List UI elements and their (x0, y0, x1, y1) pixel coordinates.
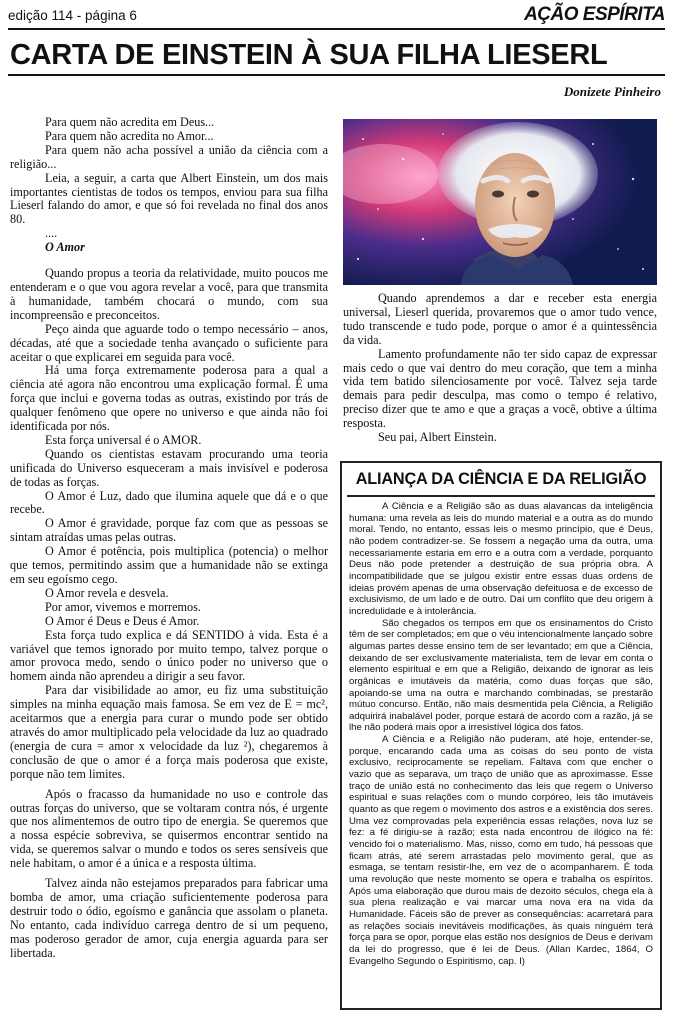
sidebar-body (349, 501, 653, 967)
letter-paragraph: Lamento profundamente não ter sido capaz de expressar mais cedo o que vai dentro do meu coração, que tem a minha vida tem batido silenciosamente por você. Talvez seja tarde demais para pedir desculpa, mas como o tempo é relativo, preciso dizer que te amo e que a graças a você, obtive a última resposta. (343, 346, 657, 431)
sidebar-paragraph: A Ciência e a Religião não puderam, até hoje, entender-se, porque, encarando cada uma as coisas do seu ponto de vista exclusivo, reciprocamente se repeliam. Faltava com que encher o vazio que as separava, um traço de união que as aproximasse. Esse traço de união está no conhecimento das leis que regem o Universo espiritual e suas relações com o mundo corpóreo, leis tão imutáveis quanto as que regem o movimento dos astros e a existência dos seres. Uma vez comprovadas pela experiência essas relações, nova luz se fez: a fé dirigiu-se à razão; esta nada encontrou de ilógico na fé: vencido foi o materialismo. Mas, nisso, como em tudo, há pessoas que ficam atrás, até serem arrastadas pelo movimento geral, que as esmaga, se tentam resistir-lhe, em vez de o acompanharem. É toda uma revolução que neste momento se opera e trabalha os espíritos. Após uma elaboração que durou mais de dezoito séculos, chega ela à sua plena realização e vai marcar uma nova era na vida da Humanidade. Fáceis são de prever as consequências: acarretará para as relações sociais inevitáveis modificações, às quais ninguém terá força para se opor, porque elas estão nos desígnios de Deus e derivam da lei do progresso, que é lei de Deus. (Allan Kardec, 1864, O Evangelho Segundo o Espiritismo, cap. I) (349, 734, 653, 967)
letter-paragraph: Quando propus a teoria da relatividade, muito poucos me entenderam e o que vou agora revelar a você, para que transmita à humanidade, também chocará o mundo, com sua incompreensão e preconceitos. (10, 266, 328, 322)
article-title: CARTA DE EINSTEIN À SUA FILHA LIESERL (10, 39, 608, 71)
intro-paragraph: Leia, a seguir, a carta que Albert Einstein, um dos mais importantes cientistas de todos os tempos, enviou para sua filha Lieserl falando do amor, e que só foi revelada no final dos anos 80. (10, 170, 328, 227)
letter-paragraph: Quando aprendemos a dar e receber esta energia universal, Lieserl querida, provaremos que o amor tudo vence, tudo transcende e tudo pode, porque o amor é a quintessência da vida. (343, 291, 657, 347)
sidebar-paragraph: São chegados os tempos em que os ensinamentos do Cristo têm de ser completados; em que o véu intencionalmente lançado sobre algumas partes desse ensino tem de ser levantado; em que a Ciência, deixando de ser exclusivamente materialista, tem de levar em conta o elemento espiritual e em que a Religião, deixando de ignorar as leis orgânicas e imutáveis da matéria, como duas forças que são, apoiando-se uma na outra e marchando combinadas, se prestarão mútuo concurso. Então, não mais desmentida pela Ciência, a Religião adquirirá inabalável poder, porque estará de acordo com a razão, já se lhe não poderá mais opor a irresistível lógica dos fatos. (349, 617, 653, 734)
page-header (8, 6, 665, 28)
publication-logo: AÇÃO ESPÍRITA (524, 4, 665, 25)
einstein-portrait-image (343, 119, 657, 285)
section-subhead: O Amor (45, 240, 85, 255)
intro-line: Para quem não acha possível a união da ciência com a religião... (10, 142, 328, 171)
intro-line: Para quem não acredita em Deus... (45, 115, 215, 129)
letter-paragraph: O Amor é Luz, dado que ilumina aquele que dá e o que recebe. (10, 488, 328, 517)
letter-paragraph: Esta força universal é o AMOR. (45, 432, 202, 447)
letter-paragraph: Peço ainda que aguarde todo o tempo necessário – anos, décadas, até que a sociedade tenha avançado o suficiente para aceitar o que explicarei em seguida para você. (10, 321, 328, 364)
letter-paragraph: Há uma força extremamente poderosa para a qual a ciência até agora não encontrou uma explicação formal. É uma força que inclui e governa todas as outras, existindo por trás de qualquer fenômeno que opere no universo e que ainda não foi identificada por nós. (10, 363, 328, 434)
letter-paragraph: Talvez ainda não estejamos preparados para fabricar uma bomba de amor, uma criação suficientemente poderosa para destruir todo o ódio, egoísmo e ganância que assolam o planeta. No entanto, cada indivíduo carrega dentro de si um pequeno, mas poderoso gerador de amor, cuja energia aguarda para ser libertada. (10, 876, 328, 960)
einstein-portrait-icon (343, 119, 657, 285)
letter-paragraph: Após o fracasso da humanidade no uso e controle das outras forças do universo, que se voltaram contra nós, é urgente que nos alimentemos de outro tipo de energia. Se queremos que a nossa espécie sobreviva, se quisermos encontrar sentido na vida, se queremos salvar o mundo e todos os seres sensíveis que nele habitam, o amor é a única e a resposta última. (10, 786, 328, 871)
sidebar-title: ALIANÇA DA CIÊNCIA E DA RELIGIÃO (355, 470, 647, 488)
letter-paragraph: O Amor é Deus e Deus é Amor. (45, 613, 200, 628)
sidebar-box (340, 461, 662, 1010)
letter-paragraph: Esta força tudo explica e dá SENTIDO à vida. Esta é a variável que temos ignorado por muito tempo, talvez porque o amor provoca medo, sendo o único poder no universo que o homem ainda não aprendeu a dirigir a seu favor. (10, 627, 328, 684)
letter-paragraph: Quando os cientistas estavam procurando uma teoria unificada do Universo esqueceram a mais invisível e poderosa de todas as forças. (10, 446, 328, 489)
sidebar-divider (347, 495, 655, 497)
intro-line: Para quem não acredita no Amor... (45, 128, 214, 143)
intro-ellipsis: .... (45, 226, 58, 241)
article-right-column (343, 292, 657, 445)
letter-paragraph: Para dar visibilidade ao amor, eu fiz uma substituição simples na minha equação mais famosa. Se em vez de E = mc², aceitarmos que a energia para curar o mundo pode ser obtido através do amor multiplicado pela velocidade da luz ao quadrado (energia de cura = amor x velocidade da luz ²), chegaremos à conclusão de que o amor é a força mais poderosa que existe, porque não tem limites. (10, 683, 328, 781)
letter-signature: Seu pai, Albert Einstein. (378, 430, 497, 445)
header-divider (8, 28, 665, 30)
letter-paragraph: O Amor revela e desvela. (45, 585, 169, 600)
edition-label: edição 114 - página 6 (8, 8, 137, 23)
letter-paragraph: Por amor, vivemos e morremos. (45, 599, 201, 614)
letter-paragraph: O Amor é potência, pois multiplica (potencia) o melhor que temos, permitindo assim que a humanidade não se extinga em seu egoísmo cego. (10, 544, 328, 586)
sidebar-paragraph: A Ciência e a Religião são as duas alavancas da inteligência humana: uma revela as leis do mundo material e a outra as do mundo moral. Tendo, no entanto, essas leis o mesmo princípio, que é Deus, não podem contradizer-se. Se fossem a negação uma da outra, uma necessariamente estaria em erro e a outra com a verdade, porquanto Deus não pode pretender a destruição de sua própria obra. A incompatibilidade que se julgou existir entre essas duas ordens de ideias provém apenas de uma observação defeituosa e de excesso de exclusivismo, de um lado e de outro. Daí um conflito que deu origem à incredulidade e à intolerância. (349, 501, 653, 617)
article-left-column (10, 116, 328, 960)
letter-paragraph: O Amor é gravidade, porque faz com que as pessoas se sintam atraídas umas pelas outras. (10, 516, 328, 545)
title-divider (8, 74, 665, 76)
article-author: Donizete Pinheiro (563, 84, 661, 99)
